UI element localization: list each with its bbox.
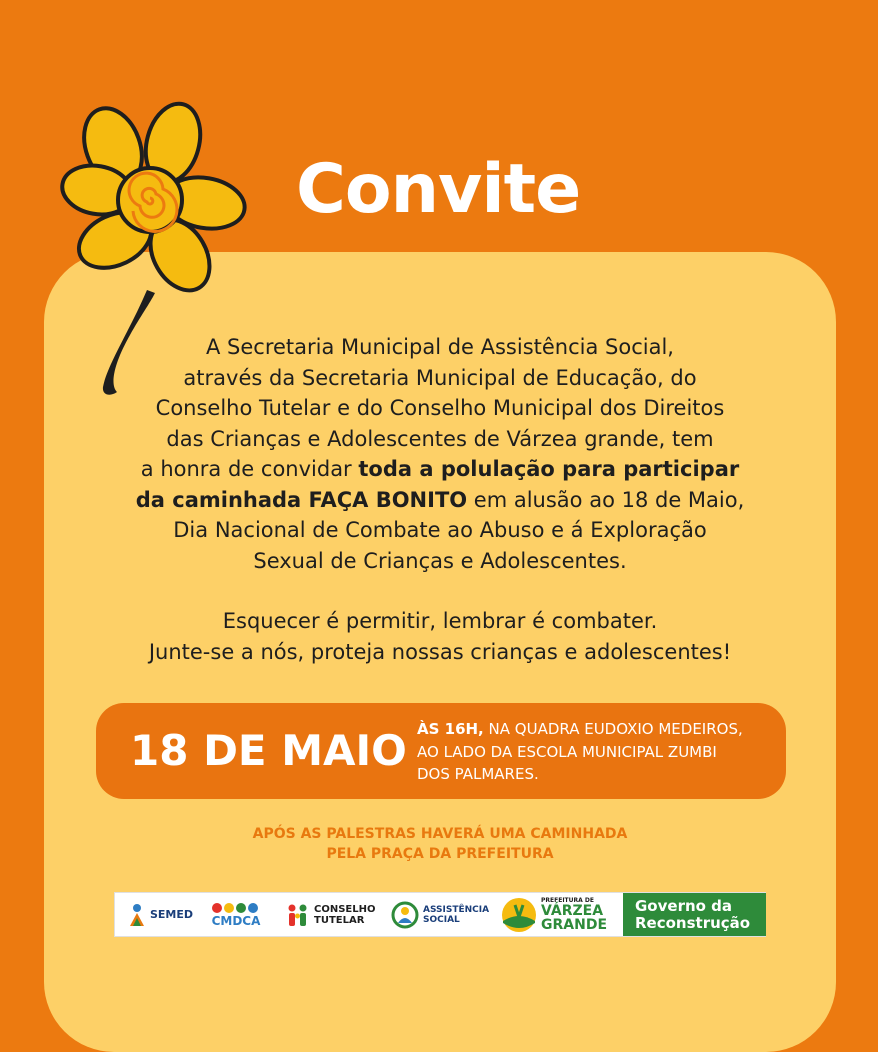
- event-banner: [96, 703, 786, 799]
- event-details: [417, 718, 777, 786]
- cmdca-logo: [207, 893, 265, 936]
- walk-note-line: PELA PRAÇA DA PREFEITURA: [326, 846, 554, 862]
- children-icon: [207, 901, 265, 915]
- body-line: Dia Nacional de Combate ao Abuso e á Exploração: [173, 518, 707, 542]
- assistencia-social-logo: [391, 893, 489, 936]
- event-time: ÀS 16H,: [417, 720, 484, 738]
- body-text-bold: da caminhada FAÇA BONITO: [135, 487, 468, 512]
- conselho-tutelar-logo: [285, 893, 375, 936]
- event-location: NA QUADRA EUDOXIO MEDEIROS,: [483, 720, 743, 738]
- conselho-tutelar-text: [314, 904, 375, 926]
- varzea-grande-emblem-icon: [501, 897, 537, 933]
- conselho-label: CONSELHO: [314, 903, 376, 915]
- body-line: A Secretaria Municipal de Assistência Social,: [206, 335, 674, 359]
- body-line: [100, 485, 780, 516]
- body-text-plain: em alusão ao 18 de Maio,: [467, 487, 745, 512]
- invitation-text: [100, 332, 780, 576]
- partner-logos-bar: [114, 892, 766, 937]
- tutelar-label: TUTELAR: [314, 914, 365, 926]
- assistencia-icon: [391, 901, 419, 929]
- body-line: [100, 454, 780, 485]
- body-text-bold: toda a polulação para participar: [358, 457, 740, 481]
- varzea-grande-text: [541, 897, 607, 932]
- governo-reconstrucao-logo: [623, 893, 766, 936]
- page-title: Convite: [296, 150, 581, 229]
- body-line: através da Secretaria Municipal de Educação, do: [183, 365, 697, 390]
- assistencia-text: [423, 905, 489, 925]
- family-icon: [285, 902, 311, 928]
- event-date: 18 DE MAIO: [130, 726, 407, 775]
- event-details-line: DOS PALMARES.: [417, 765, 539, 783]
- governo-label: Governo da: [635, 896, 733, 915]
- reconstrucao-label: Reconstrução: [635, 913, 751, 932]
- walk-note: [160, 824, 720, 864]
- body-text-plain: a honra de convidar: [140, 457, 359, 481]
- prefeitura-label: PREFEITURA DE: [541, 897, 594, 904]
- slogan: [100, 606, 780, 667]
- event-details-line: [417, 718, 777, 741]
- semed-logo: [127, 893, 193, 936]
- social-label: SOCIAL: [423, 914, 460, 925]
- varzea-grande-logo: [501, 893, 607, 936]
- semed-label: SEMED: [150, 908, 194, 921]
- slogan-line: Junte-se a nós, proteja nossas crianças e adolescentes!: [148, 639, 732, 664]
- body-line: Sexual de Crianças e Adolescentes.: [253, 548, 627, 573]
- event-details-line: AO LADO DA ESCOLA MUNICIPAL ZUMBI: [417, 742, 717, 761]
- slogan-line: Esquecer é permitir, lembrar é combater.: [222, 609, 658, 633]
- semed-icon: [127, 902, 147, 928]
- body-line: das Crianças e Adolescentes de Várzea grande, tem: [166, 426, 714, 451]
- grande-label: GRANDE: [541, 917, 608, 933]
- varzea-label: VÁRZEA: [541, 903, 604, 919]
- cmdca-label: CMDCA: [211, 914, 261, 928]
- walk-note-line: APÓS AS PALESTRAS HAVERÁ UMA CAMINHADA: [252, 826, 628, 842]
- assistencia-label: ASSISTÊNCIA: [423, 904, 490, 915]
- body-line: Conselho Tutelar e do Conselho Municipal dos Direitos: [155, 396, 725, 420]
